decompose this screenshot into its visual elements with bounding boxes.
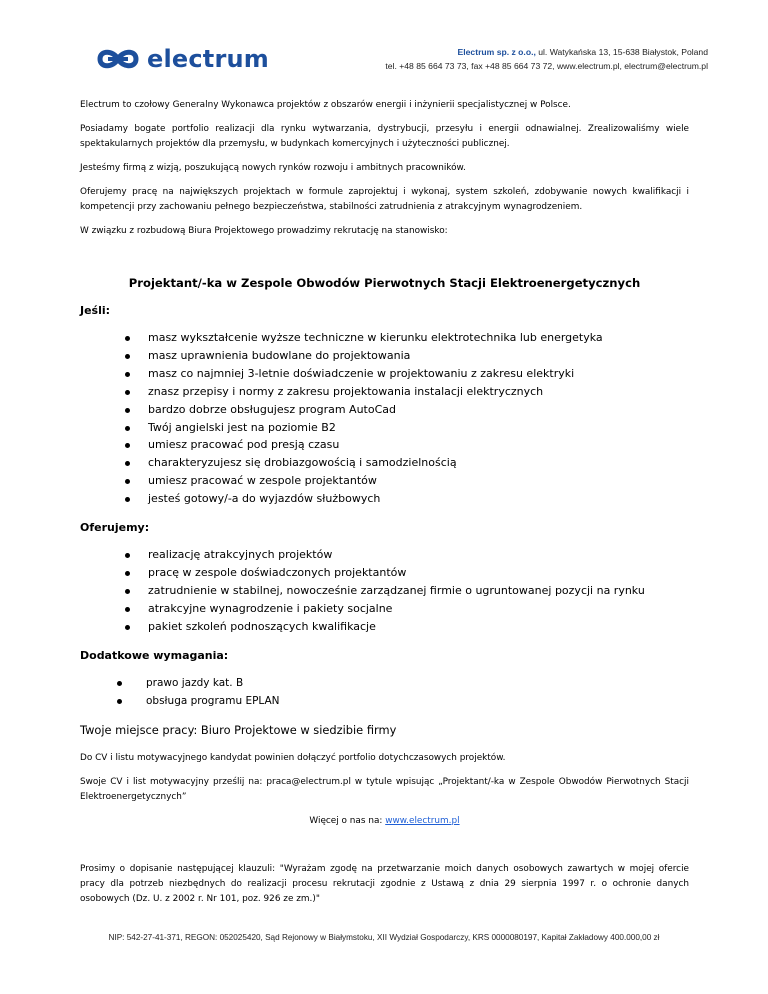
bullet-icon [117,699,122,704]
document-body [80,98,689,916]
list-item: znasz przepisy i normy z zakresu projektowania instalacji elektrycznych [80,383,689,401]
offer-heading: Oferujemy: [80,521,150,535]
list-item: charakteryzujesz się drobiazgowością i samodzielnością [80,454,689,472]
list-item: zatrudnienie w stabilnej, nowocześnie zarządzanej firmie o ugruntowanej pozycji na rynku [80,582,689,600]
workplace: Twoje miejsce pracy: Biuro Projektowe w siedzibie firmy [80,722,397,737]
company-contact: tel. +48 85 664 73 73, fax +48 85 664 73 72, www.electrum.pl, electrum@electrum.pl [385,60,708,71]
bullet-icon [125,497,130,502]
company-name: Electrum sp. z o.o., [457,47,536,57]
list-item: prawo jazdy kat. B [80,674,689,692]
gdpr-clause: Prosimy o dopisanie następującej klauzuli: "Wyrażam zgodę na przetwarzanie moich danych osobowych zawartych w mojej ofercie pracy dla potrzeb niezbędnych do realizacji procesu rekrutacji zgodnie z Ustawą z dnia 29 sierpnia 1997 r. o ochronie danych osobowych (Dz. U. z 2002 r. Nr 101, poz. 926 ze zm.)" [80,863,689,904]
logo-text: electrum [147,45,270,73]
bullet-icon [125,479,130,484]
list-item: pracę w zespole doświadczonych projektantów [80,564,689,582]
intro-paragraph-4: Oferujemy pracę na największych projektach w formule zaprojektuj i wykonaj, system szkoleń, zdobywanie nowych kwalifikacji i kompetencji przy zachowaniu pełnego bezpieczeństwa, stabilności zatrudnienia z atrakcyjnym wynagrodzeniem. [80,187,689,212]
bullet-icon [125,461,130,466]
website-link[interactable]: www.electrum.pl [385,815,460,826]
list-item: masz uprawnienia budowlane do projektowania [80,347,689,365]
list-item: umiesz pracować w zespole projektantów [80,472,689,490]
intro-paragraph-2: Posiadamy bogate portfolio realizacji dla rynku wytwarzania, dystrybucji, przesyłu i energii odnawialnej. Zrealizowaliśmy wiele spektakularnych projektów dla przemysłu, w budynkach komercyjnych i użyteczności publicznej. [80,124,689,149]
bullet-icon [125,625,130,630]
more-label: Więcej o nas na: [309,815,386,826]
bullet-icon [125,426,130,431]
list-item: masz wykształcenie wyższe techniczne w kierunku elektrotechnika lub energetyka [80,329,689,347]
intro-paragraph-5: W związku z rozbudową Biura Projektowego prowadzimy rekrutację na stanowisko: [80,226,448,236]
list-item: atrakcyjne wynagrodzenie i pakiety socjalne [80,600,689,618]
cv-note: Do CV i listu motywacyjnego kandydat powinien dołączyć portfolio dotychczasowych projektów. [80,752,506,763]
bullet-icon [125,408,130,413]
list-item: jesteś gotowy/-a do wyjazdów służbowych [80,490,689,508]
list-item: umiesz pracować pod presją czasu [80,436,689,454]
list-item: realizację atrakcyjnych projektów [80,546,689,564]
list-item: Twój angielski jest na poziomie B2 [80,419,689,437]
requirements-heading: Jeśli: [80,304,111,317]
bullet-icon [125,354,130,359]
footer-legal: NIP: 542-27-41-371, REGON: 052025420, Sąd Rejonowy w Białymstoku, XII Wydział Gospodarczy, KRS 0000080197, Kapitał Zakładowy 400.000,00 zł [108,933,660,942]
extra-requirements-list [80,674,689,710]
requirements-list [80,329,689,508]
company-address-line [385,46,708,60]
bullet-icon [125,336,130,341]
electrum-logo [96,42,269,76]
bullet-icon [125,589,130,594]
bullet-icon [125,390,130,395]
apply-note: Swoje CV i list motywacyjny prześlij na: praca@electrum.pl w tytule wpisując „Projektant/-ka w Zespole Obwodów Pierwotnych Stacji Elektroenergetycznych” [80,776,689,802]
bullet-icon [117,681,122,686]
extra-requirements-heading: Dodatkowe wymagania: [80,648,229,662]
position-title: Projektant/-ka w Zespole Obwodów Pierwotnych Stacji Elektroenergetycznych [128,276,641,290]
list-item: masz co najmniej 3-letnie doświadczenie w projektowaniu z zakresu elektryki [80,365,689,383]
intro-paragraph-1: Electrum to czołowy Generalny Wykonawca projektów z obszarów energii i inżynierii specjalistycznej w Polsce. [80,100,571,110]
bullet-icon [125,553,130,558]
list-item: bardzo dobrze obsługujesz program AutoCad [80,401,689,419]
more-info [80,814,689,829]
intro-paragraph-3: Jesteśmy firmą z wizją, poszukującą nowych rynków rozwoju i ambitnych pracowników. [80,163,466,173]
list-item: obsługa programu EPLAN [80,692,689,710]
company-address: ul. Watykańska 13, 15-638 Białystok, Poland [535,47,708,57]
bullet-icon [125,607,130,612]
bullet-icon [125,571,130,576]
list-item: pakiet szkoleń podnoszących kwalifikacje [80,618,689,636]
company-info [385,46,708,73]
electrum-logo-icon [96,47,140,71]
bullet-icon [125,372,130,377]
bullet-icon [125,443,130,448]
offer-list [80,546,689,636]
